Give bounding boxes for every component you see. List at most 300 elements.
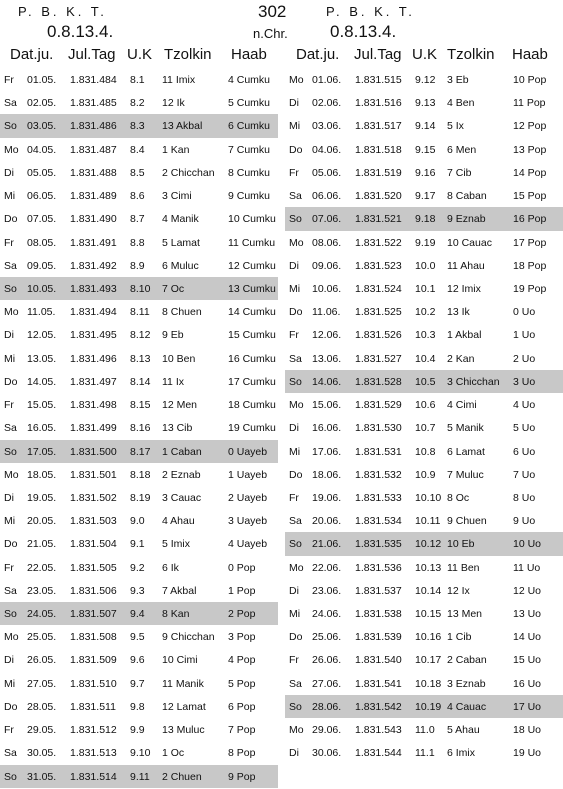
date-cell: 19.05.	[27, 491, 57, 504]
uk-cell: 10.7	[415, 422, 436, 435]
table-row	[0, 184, 278, 207]
weekday-cell: Sa	[289, 677, 302, 690]
haab-cell: 7 Cumku	[228, 143, 271, 156]
col-head-tzolkin-left: Tzolkin	[164, 46, 212, 63]
uk-cell: 10.14	[415, 584, 442, 597]
haab-cell: 12 Uo	[513, 584, 542, 597]
date-cell: 29.06.	[312, 724, 342, 737]
julian-day-cell: 1.831.493	[70, 282, 117, 295]
tzolkin-cell: 13 Akbal	[162, 120, 203, 133]
table-row	[0, 602, 278, 625]
tzolkin-cell: 2 Eznab	[162, 468, 201, 481]
weekday-cell: So	[4, 445, 17, 458]
uk-cell: 10.12	[415, 538, 442, 551]
julian-day-cell: 1.831.504	[70, 538, 117, 551]
tzolkin-cell: 3 Eznab	[447, 677, 486, 690]
date-cell: 21.06.	[312, 538, 342, 551]
weekday-cell: Sa	[4, 422, 17, 435]
col-head-uk-left: U.K	[127, 46, 153, 63]
tzolkin-cell: 4 Ben	[447, 97, 475, 110]
julian-day-cell: 1.831.490	[70, 213, 117, 226]
uk-cell: 9.9	[130, 724, 145, 737]
julian-day-cell: 1.831.494	[70, 306, 117, 319]
uk-cell: 10.1	[415, 282, 436, 295]
weekday-cell: So	[4, 282, 17, 295]
uk-cell: 8.17	[130, 445, 151, 458]
uk-cell: 8.2	[130, 97, 145, 110]
weekday-cell: Sa	[289, 352, 302, 365]
weekday-cell: Mo	[4, 306, 19, 319]
date-cell: 16.05.	[27, 422, 57, 435]
haab-cell: 10 Uo	[513, 538, 542, 551]
uk-cell: 8.12	[130, 329, 151, 342]
haab-cell: 0 Uo	[513, 306, 536, 319]
table-row	[0, 440, 278, 463]
haab-cell: 14 Pop	[513, 166, 547, 179]
tzolkin-cell: 3 Cimi	[162, 190, 192, 203]
date-cell: 28.05.	[27, 700, 57, 713]
col-head-date-left: Dat.ju.	[10, 46, 54, 63]
haab-cell: 5 Cumku	[228, 97, 271, 110]
weekday-cell: Mi	[289, 445, 301, 458]
uk-cell: 10.5	[415, 375, 436, 388]
date-cell: 04.05.	[27, 143, 57, 156]
date-cell: 13.06.	[312, 352, 342, 365]
julian-day-cell: 1.831.515	[355, 74, 402, 86]
julian-day-cell: 1.831.518	[355, 143, 402, 156]
julian-day-cell: 1.831.540	[355, 654, 402, 667]
tzolkin-cell: 11 Imix	[162, 74, 196, 86]
weekday-cell: Di	[4, 329, 14, 342]
weekday-cell: So	[289, 700, 302, 713]
tzolkin-cell: 10 Eb	[447, 538, 475, 551]
julian-day-cell: 1.831.535	[355, 538, 402, 551]
date-cell: 07.05.	[27, 213, 57, 226]
haab-cell: 0 Pop	[228, 561, 256, 574]
weekday-cell: Mo	[4, 631, 19, 644]
julian-day-cell: 1.831.498	[70, 399, 117, 412]
uk-cell: 9.12	[415, 74, 436, 86]
tzolkin-cell: 1 Cib	[447, 631, 472, 644]
haab-cell: 7 Uo	[513, 468, 536, 481]
haab-cell: 15 Uo	[513, 654, 542, 667]
julian-day-cell: 1.831.507	[70, 608, 117, 621]
weekday-cell: Mi	[4, 677, 16, 690]
uk-cell: 11.1	[415, 747, 435, 760]
table-row	[0, 672, 278, 695]
weekday-cell: Fr	[4, 724, 14, 737]
may-table	[0, 68, 278, 788]
julian-day-cell: 1.831.523	[355, 259, 402, 272]
uk-cell: 8.9	[130, 259, 145, 272]
table-row	[285, 114, 563, 137]
tzolkin-cell: 12 Ix	[447, 584, 470, 597]
haab-cell: 15 Pop	[513, 190, 547, 203]
tzolkin-cell: 6 Men	[447, 143, 477, 156]
haab-cell: 13 Uo	[513, 608, 542, 621]
julian-day-cell: 1.831.526	[355, 329, 402, 342]
table-row	[285, 532, 563, 555]
julian-day-cell: 1.831.537	[355, 584, 402, 597]
julian-day-cell: 1.831.542	[355, 700, 402, 713]
date-cell: 26.06.	[312, 654, 342, 667]
julian-day-cell: 1.831.517	[355, 120, 402, 133]
tzolkin-cell: 4 Ahau	[162, 515, 195, 528]
uk-cell: 10.3	[415, 329, 436, 342]
haab-cell: 9 Cumku	[228, 190, 271, 203]
date-cell: 30.05.	[27, 747, 57, 760]
haab-cell: 12 Cumku	[228, 259, 276, 272]
uk-cell: 9.6	[130, 654, 145, 667]
uk-cell: 8.6	[130, 190, 145, 203]
tzolkin-cell: 3 Eb	[447, 74, 469, 86]
haab-cell: 16 Pop	[513, 213, 547, 226]
date-cell: 10.06.	[312, 282, 342, 295]
table-row	[0, 625, 278, 648]
julian-day-cell: 1.831.487	[70, 143, 117, 156]
uk-cell: 8.1	[130, 74, 145, 86]
julian-day-cell: 1.831.506	[70, 584, 117, 597]
haab-cell: 17 Cumku	[228, 375, 276, 388]
table-row	[285, 161, 563, 184]
weekday-cell: Do	[4, 538, 18, 551]
haab-cell: 4 Pop	[228, 654, 256, 667]
uk-cell: 8.13	[130, 352, 151, 365]
date-cell: 02.06.	[312, 97, 342, 110]
weekday-cell: Do	[4, 375, 18, 388]
julian-day-cell: 1.831.496	[70, 352, 117, 365]
date-cell: 08.05.	[27, 236, 57, 249]
julian-day-cell: 1.831.510	[70, 677, 117, 690]
uk-cell: 9.3	[130, 584, 145, 597]
tzolkin-cell: 1 Caban	[162, 445, 202, 458]
date-cell: 18.05.	[27, 468, 57, 481]
haab-cell: 6 Uo	[513, 445, 536, 458]
date-cell: 14.05.	[27, 375, 57, 388]
uk-cell: 9.5	[130, 631, 145, 644]
left-caption: P. B. K. T.	[18, 4, 107, 19]
table-row	[285, 347, 563, 370]
haab-cell: 14 Cumku	[228, 306, 276, 319]
date-cell: 13.05.	[27, 352, 57, 365]
weekday-cell: Sa	[4, 97, 17, 110]
date-cell: 12.06.	[312, 329, 342, 342]
weekday-cell: Di	[289, 422, 299, 435]
date-cell: 28.06.	[312, 700, 342, 713]
julian-day-cell: 1.831.497	[70, 375, 117, 388]
haab-cell: 9 Uo	[513, 515, 536, 528]
haab-cell: 11 Pop	[513, 97, 546, 110]
julian-day-cell: 1.831.541	[355, 677, 402, 690]
julian-day-cell: 1.831.491	[70, 236, 117, 249]
tzolkin-cell: 12 Men	[162, 399, 198, 412]
uk-cell: 10.13	[415, 561, 442, 574]
haab-cell: 18 Pop	[513, 259, 547, 272]
tzolkin-cell: 8 Chuen	[162, 306, 202, 319]
uk-cell: 10.15	[415, 608, 442, 621]
table-row	[0, 509, 278, 532]
table-row	[285, 486, 563, 509]
haab-cell: 6 Cumku	[228, 120, 271, 133]
julian-day-cell: 1.831.524	[355, 282, 402, 295]
col-head-jd-left: Jul.Tag	[68, 46, 116, 63]
haab-cell: 1 Uayeb	[228, 468, 268, 481]
uk-cell: 9.13	[415, 97, 436, 110]
julian-day-cell: 1.831.511	[70, 700, 116, 713]
haab-cell: 2 Pop	[228, 608, 256, 621]
uk-cell: 10.8	[415, 445, 436, 458]
date-cell: 19.06.	[312, 491, 342, 504]
tzolkin-cell: 5 Lamat	[162, 236, 200, 249]
table-row	[0, 765, 278, 788]
tzolkin-cell: 8 Oc	[447, 491, 470, 504]
date-cell: 17.06.	[312, 445, 342, 458]
year-title: 302	[258, 2, 287, 21]
uk-cell: 9.19	[415, 236, 436, 249]
weekday-cell: Fr	[289, 329, 299, 342]
julian-day-cell: 1.831.519	[355, 166, 402, 179]
weekday-cell: Di	[289, 584, 299, 597]
julian-day-cell: 1.831.486	[70, 120, 117, 133]
date-cell: 23.06.	[312, 584, 342, 597]
julian-day-cell: 1.831.514	[70, 770, 117, 783]
date-cell: 01.06.	[312, 74, 342, 86]
date-cell: 27.06.	[312, 677, 342, 690]
uk-cell: 10.17	[415, 654, 442, 667]
julian-day-cell: 1.831.489	[70, 190, 117, 203]
weekday-cell: Do	[289, 468, 303, 481]
haab-cell: 1 Uo	[513, 329, 536, 342]
tzolkin-cell: 13 Cib	[162, 422, 193, 435]
table-row	[285, 695, 563, 718]
weekday-cell: Mi	[289, 608, 301, 621]
weekday-cell: Di	[289, 97, 299, 110]
tzolkin-cell: 13 Ik	[447, 306, 470, 319]
tzolkin-cell: 4 Manik	[162, 213, 199, 226]
haab-cell: 8 Cumku	[228, 166, 271, 179]
date-cell: 18.06.	[312, 468, 342, 481]
date-cell: 02.05.	[27, 97, 57, 110]
table-row	[0, 323, 278, 346]
julian-day-cell: 1.831.488	[70, 166, 117, 179]
table-row	[0, 254, 278, 277]
tzolkin-cell: 11 Ben	[447, 561, 480, 574]
weekday-cell: Fr	[289, 654, 299, 667]
weekday-cell: Do	[289, 143, 303, 156]
tzolkin-cell: 5 Imix	[162, 538, 191, 551]
tzolkin-cell: 7 Oc	[162, 282, 185, 295]
weekday-cell: Do	[4, 700, 18, 713]
weekday-cell: Fr	[4, 74, 14, 86]
julian-day-cell: 1.831.534	[355, 515, 402, 528]
weekday-cell: Sa	[4, 584, 17, 597]
weekday-cell: Fr	[4, 236, 14, 249]
date-cell: 03.06.	[312, 120, 342, 133]
date-cell: 09.06.	[312, 259, 342, 272]
haab-cell: 13 Cumku	[228, 282, 276, 295]
tzolkin-cell: 13 Men	[447, 608, 483, 621]
table-row	[0, 486, 278, 509]
date-cell: 25.05.	[27, 631, 57, 644]
date-cell: 26.05.	[27, 654, 57, 667]
weekday-cell: So	[4, 770, 17, 783]
tzolkin-cell: 3 Cauac	[162, 491, 202, 504]
julian-day-cell: 1.831.499	[70, 422, 117, 435]
weekday-cell: Sa	[4, 259, 17, 272]
weekday-cell: So	[4, 120, 17, 133]
tzolkin-cell: 9 Eznab	[447, 213, 486, 226]
uk-cell: 8.11	[130, 306, 150, 319]
uk-cell: 8.8	[130, 236, 145, 249]
haab-cell: 7 Pop	[228, 724, 256, 737]
weekday-cell: So	[289, 538, 302, 551]
julian-day-cell: 1.831.492	[70, 259, 117, 272]
weekday-cell: Mi	[289, 120, 301, 133]
haab-cell: 4 Cumku	[228, 74, 271, 86]
julian-day-cell: 1.831.495	[70, 329, 117, 342]
date-cell: 25.06.	[312, 631, 342, 644]
weekday-cell: Sa	[289, 515, 302, 528]
uk-cell: 11.0	[415, 724, 435, 737]
haab-cell: 10 Pop	[513, 74, 547, 86]
date-cell: 14.06.	[312, 375, 342, 388]
julian-day-cell: 1.831.531	[355, 445, 402, 458]
tzolkin-cell: 11 Ahau	[447, 259, 485, 272]
tzolkin-cell: 6 Imix	[447, 747, 476, 760]
weekday-cell: So	[289, 375, 302, 388]
weekday-cell: Do	[4, 213, 18, 226]
haab-cell: 8 Pop	[228, 747, 256, 760]
haab-cell: 12 Pop	[513, 120, 547, 133]
date-cell: 20.06.	[312, 515, 342, 528]
right-caption: P. B. K. T.	[326, 4, 415, 19]
uk-cell: 9.17	[415, 190, 436, 203]
uk-cell: 9.7	[130, 677, 145, 690]
uk-cell: 10.18	[415, 677, 442, 690]
tzolkin-cell: 5 Manik	[447, 422, 484, 435]
haab-cell: 3 Pop	[228, 631, 256, 644]
uk-cell: 8.3	[130, 120, 145, 133]
date-cell: 27.05.	[27, 677, 57, 690]
table-row	[0, 347, 278, 370]
left-code: 0.8.13.4.	[47, 22, 114, 41]
date-cell: 05.05.	[27, 166, 57, 179]
table-row	[285, 741, 563, 764]
col-head-uk-right: U.K	[412, 46, 438, 63]
date-cell: 06.05.	[27, 190, 57, 203]
haab-cell: 2 Uayeb	[228, 491, 268, 504]
uk-cell: 9.1	[130, 538, 145, 551]
uk-cell: 8.14	[130, 375, 151, 388]
uk-cell: 8.19	[130, 491, 151, 504]
haab-cell: 14 Uo	[513, 631, 542, 644]
haab-cell: 15 Cumku	[228, 329, 276, 342]
haab-cell: 10 Cumku	[228, 213, 276, 226]
date-cell: 10.05.	[27, 282, 57, 295]
haab-cell: 16 Uo	[513, 677, 542, 690]
table-row	[285, 300, 563, 323]
tzolkin-cell: 8 Kan	[162, 608, 190, 621]
julian-day-cell: 1.831.529	[355, 399, 402, 412]
julian-day-cell: 1.831.532	[355, 468, 402, 481]
table-row	[285, 416, 563, 439]
table-row	[0, 416, 278, 439]
weekday-cell: Di	[4, 654, 14, 667]
table-row	[285, 138, 563, 161]
date-cell: 30.06.	[312, 747, 342, 760]
haab-cell: 5 Pop	[228, 677, 256, 690]
julian-day-cell: 1.831.484	[70, 74, 117, 86]
tzolkin-cell: 1 Oc	[162, 747, 185, 760]
tzolkin-cell: 12 Ik	[162, 97, 185, 110]
tzolkin-cell: 7 Akbal	[162, 584, 197, 597]
haab-cell: 8 Uo	[513, 491, 536, 504]
tzolkin-cell: 5 Ahau	[447, 724, 480, 737]
col-head-haab-left: Haab	[231, 46, 267, 63]
table-row	[285, 393, 563, 416]
uk-cell: 8.15	[130, 399, 151, 412]
julian-day-cell: 1.831.538	[355, 608, 402, 621]
weekday-cell: So	[4, 608, 17, 621]
table-row	[285, 648, 563, 671]
tzolkin-cell: 9 Chicchan	[162, 631, 215, 644]
table-row	[0, 579, 278, 602]
uk-cell: 10.10	[415, 491, 442, 504]
weekday-cell: Do	[289, 631, 303, 644]
tzolkin-cell: 2 Chuen	[162, 770, 202, 783]
weekday-cell: Mo	[289, 236, 304, 249]
table-row	[285, 277, 563, 300]
tzolkin-cell: 1 Akbal	[447, 329, 482, 342]
julian-day-cell: 1.831.530	[355, 422, 402, 435]
haab-cell: 2 Uo	[513, 352, 536, 365]
tzolkin-cell: 9 Eb	[162, 329, 184, 342]
tzolkin-cell: 6 Ik	[162, 561, 179, 574]
uk-cell: 10.9	[415, 468, 436, 481]
table-row	[285, 718, 563, 741]
haab-cell: 11 Cumku	[228, 236, 276, 249]
tzolkin-cell: 4 Cauac	[447, 700, 487, 713]
weekday-cell: Di	[289, 747, 299, 760]
tzolkin-cell: 7 Muluc	[447, 468, 484, 481]
julian-day-cell: 1.831.522	[355, 236, 402, 249]
col-head-tzolkin-right: Tzolkin	[447, 46, 495, 63]
uk-cell: 10.11	[415, 515, 441, 528]
date-cell: 08.06.	[312, 236, 342, 249]
table-row	[285, 323, 563, 346]
uk-cell: 10.6	[415, 399, 436, 412]
julian-day-cell: 1.831.527	[355, 352, 402, 365]
julian-day-cell: 1.831.521	[355, 213, 402, 226]
haab-cell: 17 Uo	[513, 700, 542, 713]
date-cell: 15.05.	[27, 399, 57, 412]
tzolkin-cell: 12 Lamat	[162, 700, 206, 713]
weekday-cell: Mo	[289, 561, 304, 574]
tzolkin-cell: 2 Caban	[447, 654, 487, 667]
haab-cell: 18 Cumku	[228, 399, 276, 412]
haab-cell: 16 Cumku	[228, 352, 276, 365]
date-cell: 05.06.	[312, 166, 342, 179]
uk-cell: 10.19	[415, 700, 442, 713]
table-row	[0, 68, 278, 91]
date-cell: 01.05.	[27, 74, 57, 86]
julian-day-cell: 1.831.512	[70, 724, 117, 737]
julian-day-cell: 1.831.543	[355, 724, 402, 737]
table-row	[285, 254, 563, 277]
haab-cell: 19 Uo	[513, 747, 542, 760]
tzolkin-cell: 13 Muluc	[162, 724, 205, 737]
julian-day-cell: 1.831.503	[70, 515, 117, 528]
